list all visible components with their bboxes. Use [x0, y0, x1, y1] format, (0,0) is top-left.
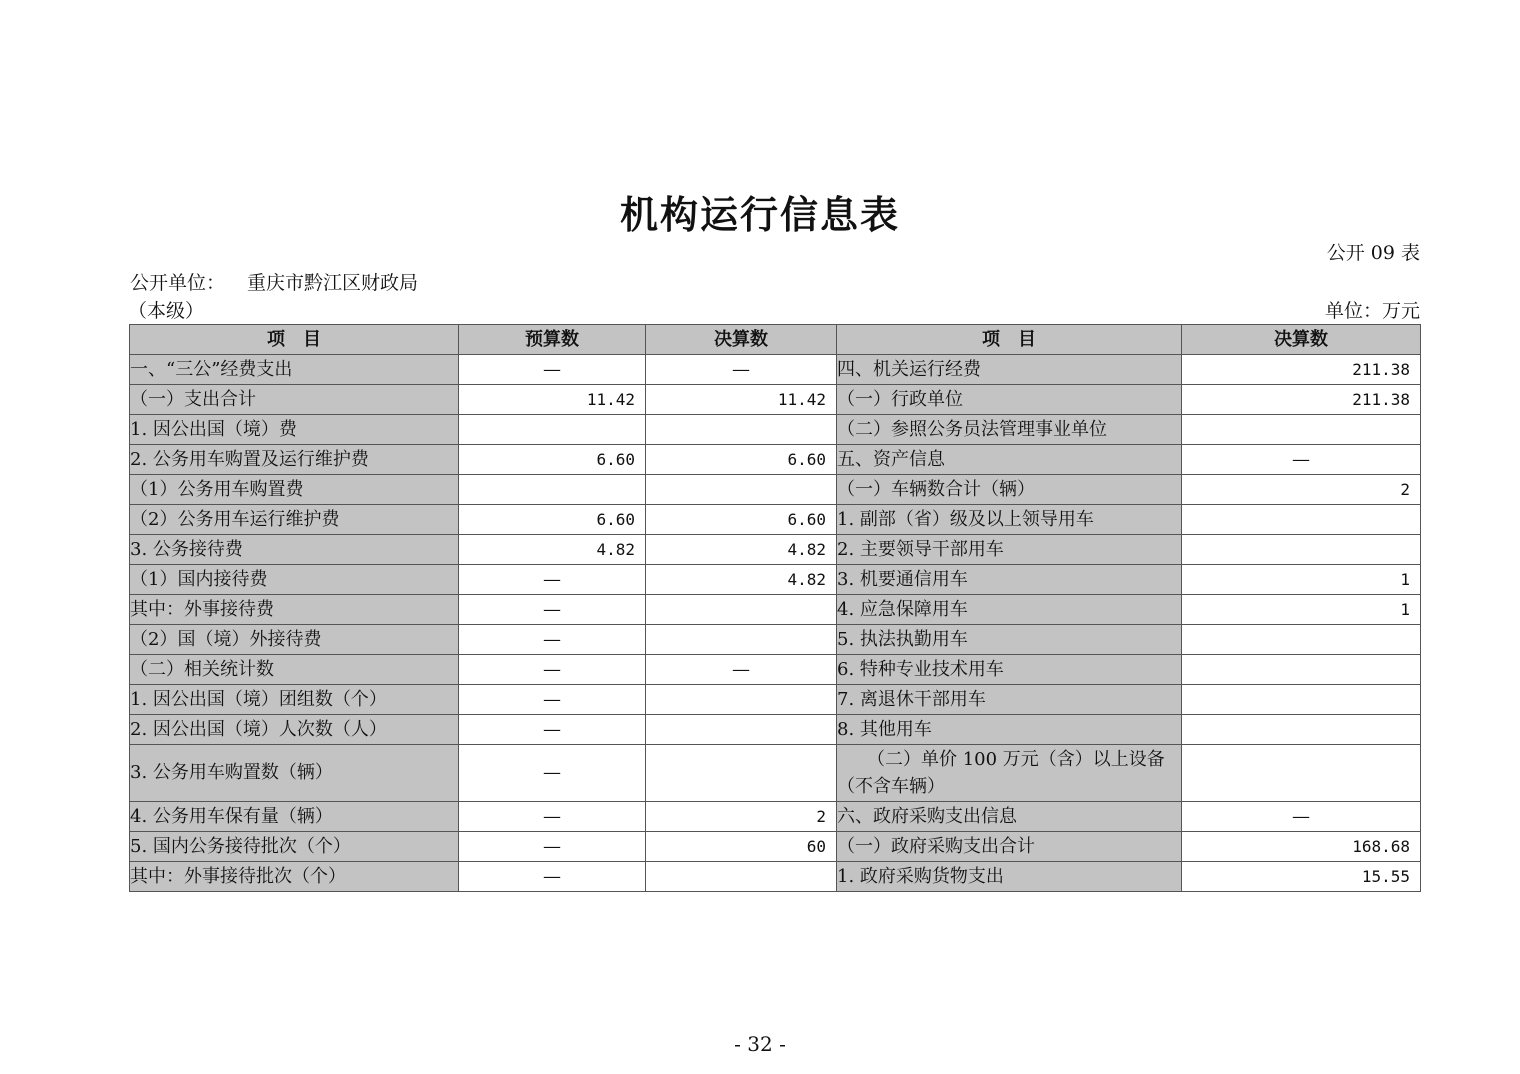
right-item-label: 1. 政府采购货物支出	[837, 862, 1182, 892]
final-cell	[646, 595, 837, 625]
right-item-label: 四、机关运行经费	[837, 355, 1182, 385]
right-final-cell: 211.38	[1182, 355, 1421, 385]
left-item-label: （1）国内接待费	[130, 565, 459, 595]
left-item-label: 3. 公务接待费	[130, 535, 459, 565]
budget-cell: —	[459, 745, 646, 802]
budget-cell	[459, 415, 646, 445]
table-row	[130, 565, 1421, 595]
table-row	[130, 415, 1421, 445]
right-item-label: 2. 主要领导干部用车	[837, 535, 1182, 565]
table-code: 公开 09 表	[1326, 242, 1420, 264]
right-final-cell: 1	[1182, 595, 1421, 625]
right-item-label: 五、资产信息	[837, 445, 1182, 475]
table-row	[130, 535, 1421, 565]
right-item-label: 1. 副部（省）级及以上领导用车	[837, 505, 1182, 535]
budget-cell: —	[459, 802, 646, 832]
right-final-cell	[1182, 505, 1421, 535]
right-item-label: 4. 应急保障用车	[837, 595, 1182, 625]
final-cell: 4.82	[646, 565, 837, 595]
left-item-label: （二）相关统计数	[130, 655, 459, 685]
table-row	[130, 625, 1421, 655]
unit-level: （本级）	[128, 300, 205, 322]
table-row	[130, 445, 1421, 475]
final-cell: 60	[646, 832, 837, 862]
left-item-label: 5. 国内公务接待批次（个）	[130, 832, 459, 862]
budget-cell: —	[459, 595, 646, 625]
right-item-label: （二）参照公务员法管理事业单位	[837, 415, 1182, 445]
right-item-label: 3. 机要通信用车	[837, 565, 1182, 595]
right-item-label: （一）车辆数合计（辆）	[837, 475, 1182, 505]
right-final-cell	[1182, 625, 1421, 655]
budget-cell: —	[459, 715, 646, 745]
reporting-unit	[130, 268, 418, 295]
right-final-cell	[1182, 655, 1421, 685]
right-final-cell	[1182, 415, 1421, 445]
table-row	[130, 862, 1421, 892]
final-cell: 2	[646, 802, 837, 832]
header-right-final: 决算数	[1182, 325, 1421, 355]
table-row	[130, 745, 1421, 802]
right-final-cell: —	[1182, 445, 1421, 475]
money-unit: 单位：万元	[1324, 300, 1420, 322]
right-item-label: 5. 执法执勤用车	[837, 625, 1182, 655]
final-cell: 6.60	[646, 505, 837, 535]
right-final-cell: 15.55	[1182, 862, 1421, 892]
header-budget: 预算数	[459, 325, 646, 355]
right-final-cell: —	[1182, 802, 1421, 832]
right-item-label: 6. 特种专业技术用车	[837, 655, 1182, 685]
budget-cell: —	[459, 832, 646, 862]
final-cell	[646, 862, 837, 892]
budget-cell: —	[459, 355, 646, 385]
table-row	[130, 832, 1421, 862]
left-item-label: 2. 因公出国（境）人次数（人）	[130, 715, 459, 745]
table-row	[130, 385, 1421, 415]
left-item-label: 1. 因公出国（境）费	[130, 415, 459, 445]
final-cell	[646, 745, 837, 802]
table-row	[130, 355, 1421, 385]
right-item-label: （一）行政单位	[837, 385, 1182, 415]
right-item-label: （二）单价 100 万元（含）以上设备（不含车辆）	[837, 745, 1182, 802]
left-item-label: （2）国（境）外接待费	[130, 625, 459, 655]
table-row	[130, 715, 1421, 745]
final-cell	[646, 625, 837, 655]
header-final: 决算数	[646, 325, 837, 355]
final-cell: —	[646, 655, 837, 685]
final-cell: 11.42	[646, 385, 837, 415]
right-item-label: 六、政府采购支出信息	[837, 802, 1182, 832]
right-final-cell	[1182, 685, 1421, 715]
table-row	[130, 505, 1421, 535]
final-cell: 6.60	[646, 445, 837, 475]
right-final-cell: 1	[1182, 565, 1421, 595]
right-final-cell	[1182, 535, 1421, 565]
info-table	[129, 324, 1421, 892]
right-final-cell: 211.38	[1182, 385, 1421, 415]
reporting-unit-label: 公开单位：	[130, 272, 226, 294]
right-final-cell	[1182, 745, 1421, 802]
final-cell: —	[646, 355, 837, 385]
header-left-item: 项 目	[130, 325, 459, 355]
left-item-label: 4. 公务用车保有量（辆）	[130, 802, 459, 832]
table-row	[130, 685, 1421, 715]
table-row	[130, 802, 1421, 832]
budget-cell: 11.42	[459, 385, 646, 415]
reporting-unit-name: 重庆市黔江区财政局	[247, 272, 419, 294]
right-final-cell: 168.68	[1182, 832, 1421, 862]
left-item-label: （1）公务用车购置费	[130, 475, 459, 505]
left-item-label: 一、“三公”经费支出	[130, 355, 459, 385]
table-header-row	[130, 325, 1421, 355]
final-cell	[646, 685, 837, 715]
table-row	[130, 595, 1421, 625]
right-item-label: 8. 其他用车	[837, 715, 1182, 745]
page-number: - 32 -	[734, 1032, 786, 1056]
budget-cell: 4.82	[459, 535, 646, 565]
page-title: 机构运行信息表	[619, 193, 900, 237]
right-item-label: （一）政府采购支出合计	[837, 832, 1182, 862]
left-item-label: 其中：外事接待费	[130, 595, 459, 625]
header-right-item: 项 目	[837, 325, 1182, 355]
budget-cell: —	[459, 685, 646, 715]
table-row	[130, 655, 1421, 685]
final-cell	[646, 415, 837, 445]
budget-cell: —	[459, 862, 646, 892]
left-item-label: 3. 公务用车购置数（辆）	[130, 745, 459, 802]
budget-cell: 6.60	[459, 445, 646, 475]
left-item-label: 1. 因公出国（境）团组数（个）	[130, 685, 459, 715]
right-item-label: 7. 离退休干部用车	[837, 685, 1182, 715]
left-item-label: （2）公务用车运行维护费	[130, 505, 459, 535]
right-final-cell: 2	[1182, 475, 1421, 505]
budget-cell	[459, 475, 646, 505]
table-row	[130, 475, 1421, 505]
final-cell: 4.82	[646, 535, 837, 565]
budget-cell: —	[459, 625, 646, 655]
left-item-label: 其中：外事接待批次（个）	[130, 862, 459, 892]
budget-cell: —	[459, 565, 646, 595]
budget-cell: 6.60	[459, 505, 646, 535]
right-final-cell	[1182, 715, 1421, 745]
left-item-label: （一）支出合计	[130, 385, 459, 415]
final-cell	[646, 715, 837, 745]
left-item-label: 2. 公务用车购置及运行维护费	[130, 445, 459, 475]
final-cell	[646, 475, 837, 505]
budget-cell: —	[459, 655, 646, 685]
